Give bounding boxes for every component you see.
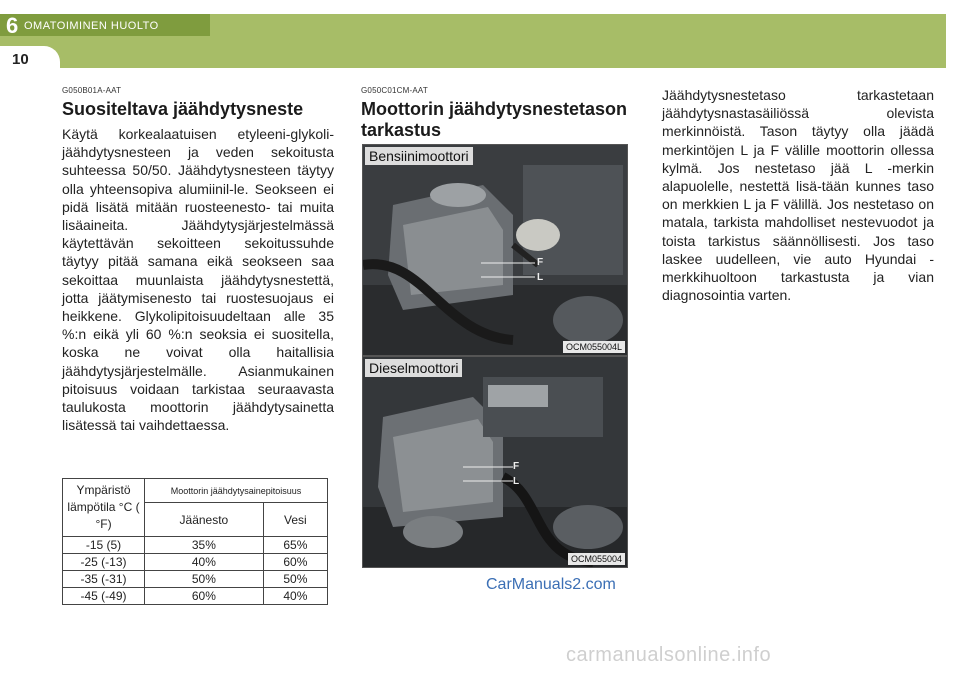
instructions-body: Jäähdytysnestetaso tarkastetaan jäähdytysnastasäiliössä olevista merkinnöistä. Tason täytyy olla jäädä merkintöjen L ja F välille moottorin ollessa kylmä. Jos nestetaso jää L -merkin alapuolelle, nestettä lisä-tään kunnes taso on merkkien L ja F välillä. Jos nestetaso on matala, tarkista mahdolliset nestevuodot ja toista tarkistus säännöllisesti. Jos taso laskee uudelleen, vie auto Hyundai -merkkihuoltoon tarkastusta ja vian diagnosointia varten.: [662, 87, 934, 304]
table-cell: 40%: [145, 554, 264, 571]
full-mark: F: [537, 257, 544, 268]
table-cell: -35 (-31): [63, 571, 145, 588]
table-row: [63, 537, 328, 554]
table-header-water: Vesi: [263, 503, 327, 537]
table-header-antifreeze: Jäänesto: [145, 503, 264, 537]
carmanuals-watermark[interactable]: CarManuals2.com: [486, 576, 616, 593]
table-row: [63, 571, 328, 588]
low-mark: L: [537, 272, 544, 283]
table-header-concentration: Moottorin jäähdytysainepitoisuus: [145, 479, 328, 503]
full-mark: F: [513, 461, 520, 472]
diesel-engine-illustration: [363, 357, 628, 568]
low-mark: L: [513, 476, 520, 487]
recommended-coolant-section: [62, 86, 334, 434]
table-cell: 60%: [263, 554, 327, 571]
page-number: 10: [12, 51, 29, 68]
table-cell: 35%: [145, 537, 264, 554]
coolant-concentration-table: [62, 478, 328, 605]
chapter-number: 6: [6, 13, 19, 38]
section-code: G050C01CM-AAT: [361, 86, 428, 95]
petrol-engine-illustration: [363, 145, 628, 356]
section-heading: Moottorin jäähdytysnestetason tarkastus: [361, 99, 628, 140]
table-cell: -45 (-49): [63, 588, 145, 605]
table-cell: -25 (-13): [63, 554, 145, 571]
table-cell: 50%: [263, 571, 327, 588]
coolant-level-instructions: [662, 86, 934, 304]
photo-reference-code: OCM055004L: [563, 341, 625, 353]
table-cell: 40%: [263, 588, 327, 605]
photo-reference-code: OCM055004: [568, 553, 625, 565]
coolant-level-check-section: [361, 86, 633, 146]
section-heading: Suositeltava jäähdytysneste: [62, 99, 304, 119]
table-header-temperature: Ympäristö lämpötila °C ( °F): [63, 479, 145, 537]
carmanualsonline-watermark[interactable]: carmanualsonline.info: [566, 644, 772, 666]
table-row: [63, 554, 328, 571]
diesel-engine-photo: [362, 356, 628, 568]
table-cell: 50%: [145, 571, 264, 588]
petrol-engine-label: Bensiinimoottori: [365, 147, 473, 165]
table-cell: 65%: [263, 537, 327, 554]
petrol-engine-photo: [362, 144, 628, 356]
page-number-tab: [0, 46, 60, 76]
table-cell: 60%: [145, 588, 264, 605]
diesel-engine-label: Dieselmoottori: [365, 359, 462, 377]
table-cell: -15 (5): [63, 537, 145, 554]
section-code: G050B01A-AAT: [62, 86, 122, 95]
section-body: Käytä korkealaatuisen etyleeni-glykoli-jäähdytysnesteen ja veden sekoitusta suhteessa 50/50. Jäähdytysnesteen täytyy olla yhteensopiva alumiinil-le. Seokseen ei pidä lisätä mitään ruosteenesto- tai muita lisäaineita. Jäähdytysjärjestelmässä käytettävän sekoitteen sekoitussuhde täytyy pitää samana eikä seokseen saa sekoittaa muunlaista jäähdytysnestettä, jotta jäätymisenesto tai ruostesuojaus ei heikkene. Glykolipitoisuudeltaan alle 35 %:n eikä yli 60 %:n seoksia ei suositella, koska ne voivat olla haitallisia jäähdytysjärjestelmälle. Asianmukainen pitoisuus voidaan tarkistaa seuraavasta taulukosta moottorin jäähdytysainetta lisätessä tai vaihdettaessa.: [62, 126, 334, 434]
table-row: [63, 588, 328, 605]
chapter-title: OMATOIMINEN HUOLTO: [24, 20, 159, 32]
